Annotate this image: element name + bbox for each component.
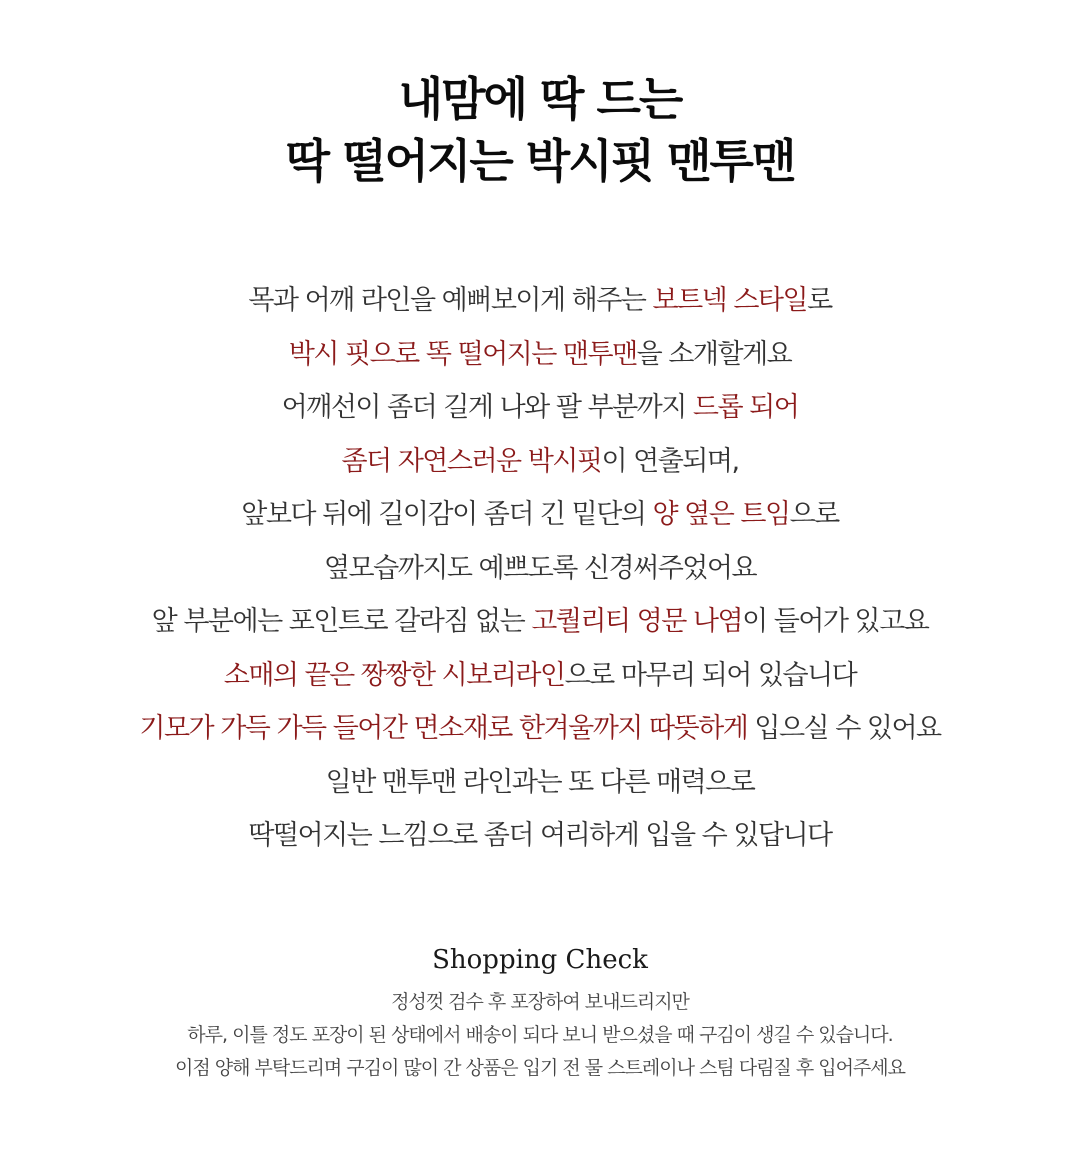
description-line (0, 595, 1080, 649)
description-text: 으로 (789, 499, 839, 530)
description-highlight: 박시 핏으로 똑 떨어지는 맨투맨 (288, 338, 637, 370)
description-text: 딱떨어지는 느낌으로 좀더 여리하게 입을 수 있답니다 (248, 820, 832, 851)
description-highlight: 양 옆은 트임 (652, 499, 790, 530)
headline (0, 68, 1080, 192)
product-description (0, 274, 1080, 863)
description-highlight: 보트넥 스타일 (652, 285, 808, 316)
shopping-check-note: 이점 양해 부탁드리며 구김이 많이 간 상품은 입기 전 물 스트레이나 스팀 다림질 후 입어주세요 (174, 1057, 905, 1079)
description-text: 으로 마무리 되어 있습니다 (564, 659, 857, 691)
shopping-check-title: Shopping Check (432, 945, 648, 975)
description-text: 이 연출되며, (601, 445, 739, 477)
description-text: 로 (807, 285, 832, 316)
description-line (0, 756, 1080, 810)
description-text: 어깨선이 좀더 길게 나와 팔 부분까지 (281, 392, 693, 423)
description-highlight: 기모가 가득 가득 들어간 면소재로 한겨울까지 따뜻하게 (139, 713, 748, 744)
description-text: 옆모습까지도 예쁘도록 신경써주었어요 (323, 552, 757, 584)
description-line (0, 488, 1080, 542)
description-line (0, 702, 1080, 756)
description-line (0, 542, 1080, 596)
shopping-check-note: 하루, 이틀 정도 포장이 된 상태에서 배송이 되다 보니 받으셨을 때 구김이 생길 수 있습니다. (187, 1024, 893, 1046)
description-text: 일반 맨투맨 라인과는 또 다른 매력으로 (325, 766, 755, 798)
shopping-check-section (0, 940, 1080, 1085)
headline-line-2: 딱 떨어지는 박시핏 맨투맨 (285, 134, 795, 188)
description-text: 이 들어가 있고요 (742, 606, 929, 637)
headline-line-1: 내맘에 딱 드는 (398, 72, 682, 126)
description-line (0, 809, 1080, 863)
description-line (0, 328, 1080, 382)
description-text: 입으실 수 있어요 (747, 713, 941, 744)
description-line (0, 274, 1080, 328)
description-line (0, 435, 1080, 489)
description-text: 앞 부분에는 포인트로 갈라짐 없는 (151, 606, 532, 637)
description-highlight: 좀더 자연스러운 박시핏 (341, 445, 602, 477)
description-highlight: 드롭 되어 (692, 392, 799, 423)
description-text: 을 소개할게요 (636, 338, 792, 370)
description-line (0, 649, 1080, 703)
description-line (0, 381, 1080, 435)
description-highlight: 소매의 끝은 짱짱한 시보리라인 (223, 659, 565, 691)
description-text: 앞보다 뒤에 길이감이 좀더 긴 밑단의 (241, 499, 653, 530)
shopping-check-note: 정성껏 검수 후 포장하여 보내드리지만 (391, 991, 689, 1013)
description-text: 목과 어깨 라인을 예뻐보이게 해주는 (248, 285, 653, 316)
description-highlight: 고퀄리티 영문 나염 (531, 606, 743, 637)
shopping-check-notes (0, 986, 1080, 1085)
